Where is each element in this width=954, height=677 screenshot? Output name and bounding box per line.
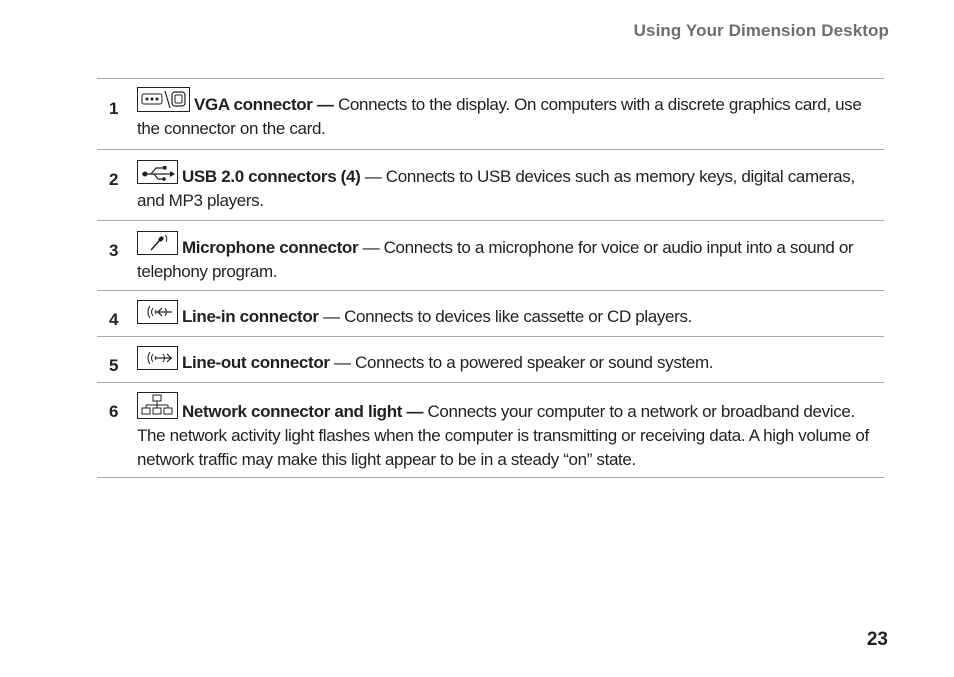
connector-name: Line-in connector [182, 307, 319, 326]
table-row [97, 337, 884, 383]
page-header-title: Using Your Dimension Desktop [633, 21, 889, 40]
connector-text: — Connects to a microphone for voice or audio input into a sound or telephony program. [137, 238, 854, 281]
connector-name: Line-out connector [182, 353, 330, 372]
connector-text: — Connects to devices like cassette or CD players. [318, 307, 692, 326]
row-description [137, 87, 884, 149]
table-row [97, 221, 884, 291]
table-row [97, 150, 884, 221]
connector-name: USB 2.0 connectors (4) [182, 167, 361, 186]
connector-text: Connects your computer to a network or broadband device. The network activity light flashes when the computer is transmitting or receiving data. A high volume of network traffic may make this light appear to be in a steady “on” state. [137, 402, 869, 469]
row-number: 1 [109, 99, 119, 118]
line-out-icon [137, 346, 178, 370]
row-number: 6 [109, 402, 119, 421]
row-description [137, 231, 884, 290]
row-number: 4 [109, 310, 119, 329]
row-description [137, 346, 884, 382]
table-row [97, 291, 884, 337]
usb-icon [137, 160, 178, 184]
row-description [137, 160, 884, 220]
table-row [97, 79, 884, 150]
connector-name: Network connector and light — [182, 402, 424, 421]
row-number: 5 [109, 356, 119, 375]
row-number: 2 [109, 170, 119, 189]
connector-text: — Connects to a powered speaker or sound system. [329, 353, 714, 372]
connector-text: Connects to the display. On computers with a discrete graphics card, use the connector on the card. [137, 95, 862, 138]
connector-text: — Connects to USB devices such as memory keys, digital cameras, and MP3 players. [137, 167, 855, 210]
connector-table [97, 78, 884, 478]
network-icon [137, 392, 178, 419]
table-row [97, 383, 884, 478]
connector-name: VGA connector — [194, 95, 334, 114]
connector-name: Microphone connector [182, 238, 359, 257]
vga-icon [137, 87, 190, 112]
row-description [137, 300, 884, 336]
page-number: 23 [866, 629, 888, 650]
row-description [137, 392, 884, 477]
line-in-icon [137, 300, 178, 324]
microphone-icon [137, 231, 178, 255]
row-number: 3 [109, 241, 119, 260]
